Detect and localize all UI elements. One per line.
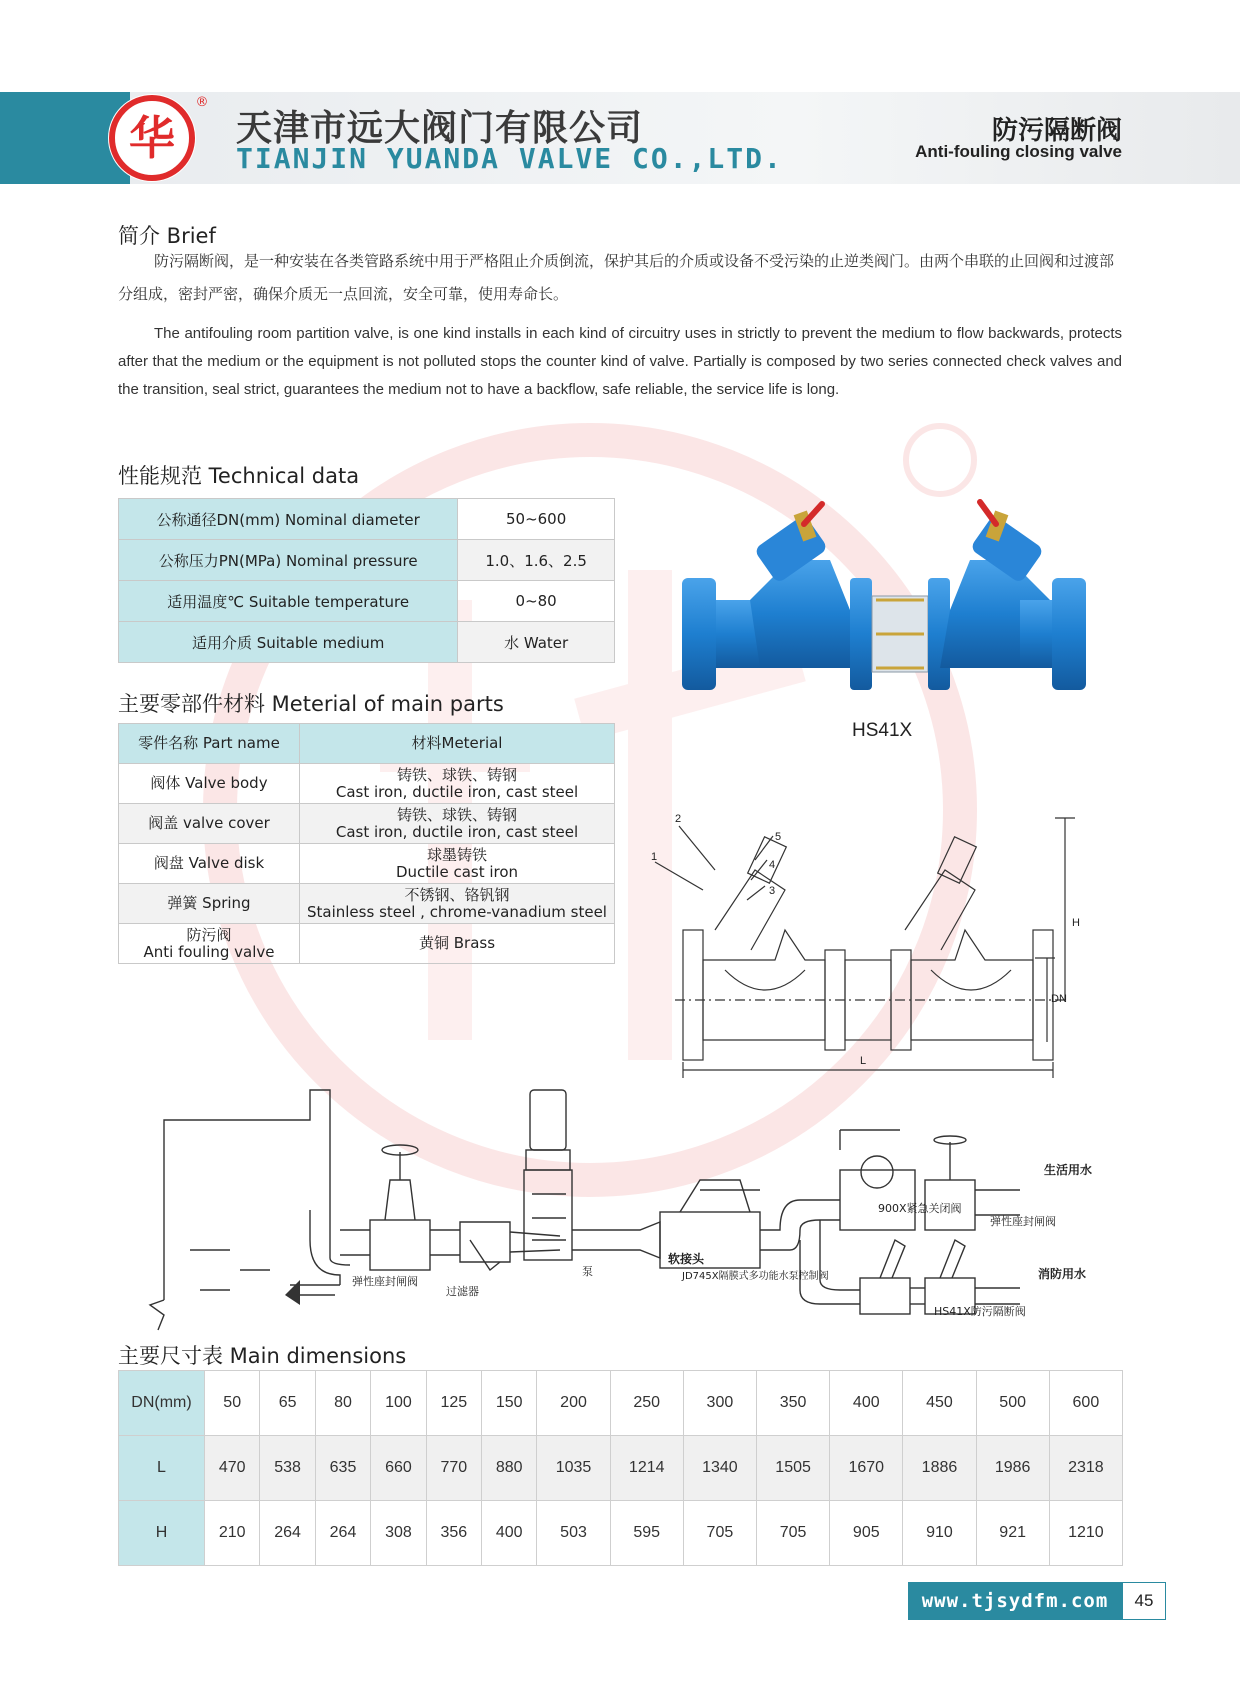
dim-dn-label: DN [1051, 993, 1067, 1005]
dim-cell: 635 [315, 1436, 370, 1501]
dim-cell: 400 [482, 1501, 537, 1566]
product-photo [680, 500, 1090, 710]
dim-cell: 2318 [1049, 1436, 1122, 1501]
label-pump: 泵 [582, 1265, 593, 1278]
callout-3: 3 [769, 885, 776, 897]
dim-cell: 1505 [757, 1436, 830, 1501]
dim-cell: 595 [610, 1501, 683, 1566]
dim-cell: 80 [315, 1371, 370, 1436]
tech-value: 1.0、1.6、2.5 [458, 540, 615, 581]
dim-l-label: L [860, 1055, 867, 1067]
dimensions-table [118, 1370, 1123, 1566]
materials-heading: 主要零部件材料 Meterial of main parts [118, 692, 504, 716]
dim-cell: 150 [482, 1371, 537, 1436]
dim-cell: 660 [371, 1436, 426, 1501]
product-title-cn: 防污隔断阀 [991, 116, 1122, 146]
left-flange [682, 578, 716, 690]
label-gate-valve-right: 弹性座封闸阀 [990, 1215, 1056, 1228]
row-label: L [119, 1436, 205, 1501]
table-row [119, 1371, 1123, 1436]
company-name-cn: 天津市远大阀门有限公司 [236, 108, 644, 149]
technical-table [118, 498, 615, 663]
dim-cell: 1340 [683, 1436, 756, 1501]
brief-text-cn: 防污隔断阀，是一种安装在各类管路系统中用于严格阻止介质倒流，保护其后的介质或设备不受污染的止逆类阀门。由两个串联的止回阀和过渡部分组成，密封严密，确保介质无一点回流，安全可靠，使用寿命长。 [118, 252, 1115, 303]
dim-cell: 356 [426, 1501, 481, 1566]
callout-5: 5 [775, 831, 782, 843]
dim-cell: 450 [903, 1371, 976, 1436]
dim-cell: 1210 [1049, 1501, 1122, 1566]
materials-table [118, 723, 615, 964]
technical-drawing [651, 813, 1095, 1080]
label-emergency-valve: 900X紧急关闭阀 [878, 1202, 962, 1215]
dim-cell: 1986 [976, 1436, 1049, 1501]
tech-value: 0~80 [458, 581, 615, 622]
material-en: Stainless steel , chrome-vanadium steel [307, 902, 607, 921]
table-row [119, 804, 615, 844]
material-cell [300, 844, 615, 884]
product-title-en: Anti-fouling closing valve [915, 142, 1122, 161]
table-header-row [119, 724, 615, 764]
company-name-en: TIANJIN YUANDA VALVE CO.,LTD. [236, 142, 783, 175]
page-number: 45 [1122, 1582, 1166, 1620]
part-name: 弹簧 Spring [119, 884, 300, 924]
callout-1: 1 [651, 851, 658, 863]
label-soft-joint: 软接头 [668, 1252, 705, 1266]
tech-label: 公称压力PN(MPa) Nominal pressure [119, 540, 458, 581]
dim-cell: 200 [537, 1371, 610, 1436]
table-row [119, 764, 615, 804]
website-url: www.tjsydfm.com [908, 1582, 1122, 1620]
tech-label: 适用温度℃ Suitable temperature [119, 581, 458, 622]
dim-cell: 1670 [830, 1436, 903, 1501]
header-material: 材料Meterial [300, 724, 615, 764]
table-row [119, 924, 615, 964]
technical-heading: 性能规范 Technical data [118, 464, 360, 488]
callout-2: 2 [675, 813, 682, 825]
part-name: 阀体 Valve body [119, 764, 300, 804]
dim-cell: 921 [976, 1501, 1049, 1566]
row-label: DN(mm) [119, 1371, 205, 1436]
dim-cell: 600 [1049, 1371, 1122, 1436]
registered-mark: ® [195, 95, 209, 110]
dimensions-heading: 主要尺寸表 Main dimensions [118, 1344, 407, 1368]
dim-cell: 905 [830, 1501, 903, 1566]
dim-h-label: H [1072, 917, 1080, 929]
label-gate-valve-left: 弹性座封闸阀 [352, 1275, 418, 1288]
logo-glyph: 华 [129, 111, 175, 165]
material-cn: 铸铁、球铁、铸钢 [396, 805, 517, 824]
dim-cell: 1035 [537, 1436, 610, 1501]
label-control-valve: JD745X隔膜式多功能水泵控制阀 [682, 1271, 829, 1282]
part-name-en: Anti fouling valve [143, 942, 275, 961]
table-row [119, 540, 615, 581]
tech-label: 公称通径DN(mm) Nominal diameter [119, 499, 458, 540]
right-handle [980, 502, 996, 524]
material-en: Ductile cast iron [395, 862, 519, 881]
dim-cell: 910 [903, 1501, 976, 1566]
tech-value: 50~600 [458, 499, 615, 540]
table-row [119, 1501, 1123, 1566]
dim-cell: 250 [610, 1371, 683, 1436]
dim-cell: 1214 [610, 1436, 683, 1501]
dim-cell: 50 [205, 1371, 260, 1436]
header-part: 零件名称 Part name [119, 724, 300, 764]
table-row [119, 581, 615, 622]
dim-cell: 503 [537, 1501, 610, 1566]
tech-value: 水 Water [458, 622, 615, 663]
material-cell [300, 884, 615, 924]
row-label: H [119, 1501, 205, 1566]
material-cn: 球墨铸铁 [426, 845, 487, 864]
dim-cell: 300 [683, 1371, 756, 1436]
label-domestic-water: 生活用水 [1044, 1163, 1093, 1177]
part-name-cn: 防污阀 [186, 925, 232, 944]
dim-cell: 65 [260, 1371, 315, 1436]
dim-cell: 264 [260, 1501, 315, 1566]
table-row [119, 844, 615, 884]
material-cell [300, 764, 615, 804]
dim-cell: 470 [205, 1436, 260, 1501]
dim-cell: 1886 [903, 1436, 976, 1501]
brief-heading: 简介 Brief [118, 224, 216, 248]
dim-cell: 400 [830, 1371, 903, 1436]
table-row [119, 499, 615, 540]
label-anti-fouling-valve: HS41X防污隔断阀 [934, 1305, 1026, 1318]
dim-cell: 500 [976, 1371, 1049, 1436]
table-row [119, 622, 615, 663]
brief-text-en: The antifouling room partition valve, is one kind installs in each kind of circuitry uses in strictly to prevent the medium to flow backwards, protects after that the medium or the equipment is not polluted stops the counter kind of valve. Partially is composed by two series connected check valves and the transition, seal strict, guarantees the medium not to have a backflow, safe reliable, the service life is long. [118, 325, 1122, 398]
label-fire-water: 消防用水 [1038, 1267, 1087, 1281]
material-cn: 铸铁、球铁、铸钢 [396, 765, 517, 784]
dim-cell: 350 [757, 1371, 830, 1436]
dim-cell: 125 [426, 1371, 481, 1436]
part-name [119, 924, 300, 964]
product-model: HS41X [852, 720, 913, 741]
dim-cell: 705 [757, 1501, 830, 1566]
dim-cell: 264 [315, 1501, 370, 1566]
dim-cell: 880 [482, 1436, 537, 1501]
part-name: 阀盖 valve cover [119, 804, 300, 844]
material-cell [300, 804, 615, 844]
part-name: 阀盘 Valve disk [119, 844, 300, 884]
left-valve-body [750, 560, 860, 668]
dim-cell: 100 [371, 1371, 426, 1436]
callout-4: 4 [769, 859, 776, 871]
tech-label: 适用介质 Suitable medium [119, 622, 458, 663]
dim-cell: 705 [683, 1501, 756, 1566]
dim-cell: 538 [260, 1436, 315, 1501]
material-cn: 不锈钢、铬钒钢 [404, 885, 510, 904]
right-flange [1052, 578, 1086, 690]
dim-cell: 210 [205, 1501, 260, 1566]
company-logo [104, 92, 210, 184]
material-en: Cast iron, ductile iron, cast steel [335, 822, 579, 841]
label-filter: 过滤器 [446, 1285, 479, 1298]
dim-cell: 308 [371, 1501, 426, 1566]
dim-cell: 770 [426, 1436, 481, 1501]
material-en: Cast iron, ductile iron, cast steel [335, 782, 579, 801]
material-cell: 黄铜 Brass [300, 924, 615, 964]
table-row [119, 884, 615, 924]
table-row [119, 1436, 1123, 1501]
